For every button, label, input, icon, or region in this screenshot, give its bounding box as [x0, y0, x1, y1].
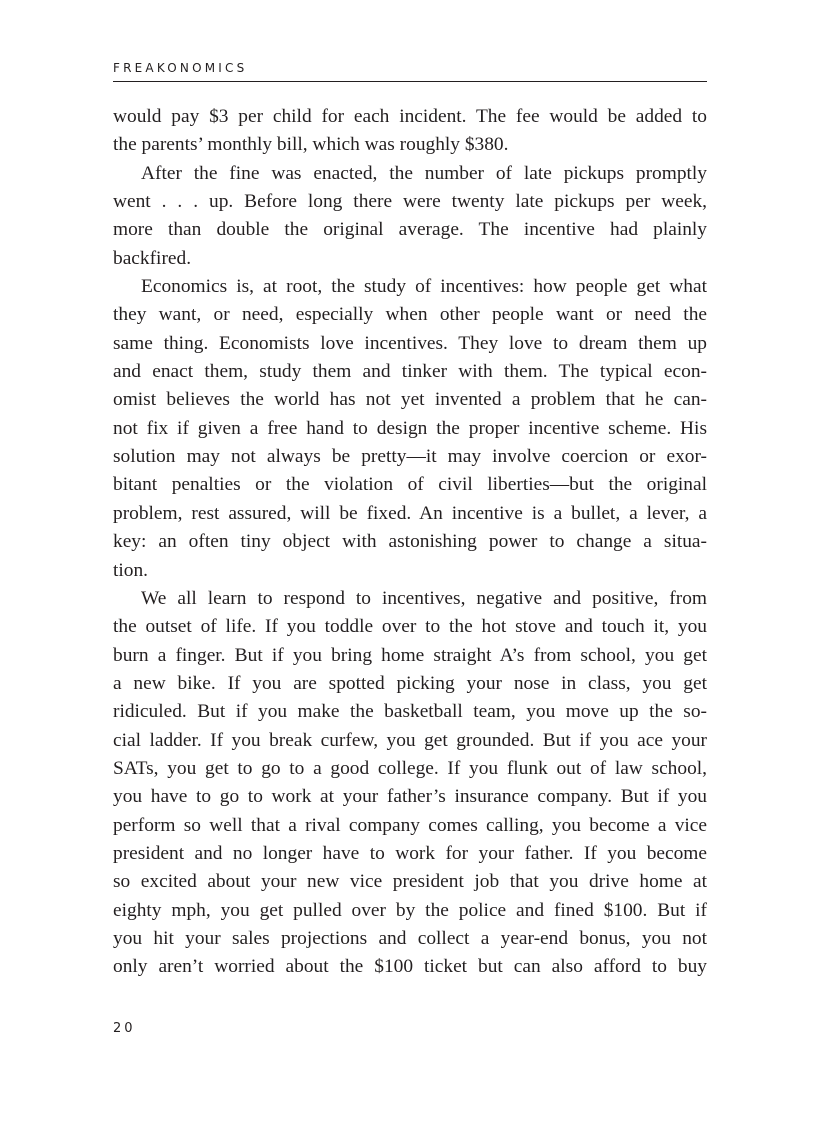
text-line: president and no longer have to work for your father. If you become: [113, 842, 707, 864]
text-line: a new bike. If you are spotted picking your nose in class, you get: [113, 672, 707, 694]
text-line: would pay $3 per child for each incident. The fee would be added to: [113, 106, 707, 127]
text-line: After the fine was enacted, the number of late pickups promptly: [141, 162, 707, 184]
body-text: [113, 103, 707, 982]
text-line: SATs, you get to go to a good college. If you flunk out of law school,: [113, 757, 707, 779]
text-line: problem, rest assured, will be fixed. An incentive is a bullet, a lever, a: [113, 502, 707, 524]
text-line: cial ladder. If you break curfew, you get grounded. But if you ace your: [113, 729, 707, 751]
text-line: perform so well that a rival company comes calling, you become a vice: [113, 814, 707, 836]
text-line: not fix if given a free hand to design the proper incentive scheme. His: [113, 417, 707, 439]
running-head: FREAKONOMICS: [113, 61, 248, 75]
text-line: Economics is, at root, the study of incentives: how people get what: [141, 276, 707, 298]
header-rule: [113, 81, 707, 82]
text-line: same thing. Economists love incentives. They love to dream them up: [113, 332, 707, 354]
text-line: more than double the original average. The incentive had plainly: [113, 219, 707, 241]
text-line: backfired.: [113, 247, 192, 269]
text-line: the parents’ monthly bill, which was roughly $380.: [113, 134, 509, 156]
text-line: omist believes the world has not yet invented a problem that he can-: [113, 389, 707, 411]
text-line: burn a finger. But if you bring home straight A’s from school, you get: [113, 644, 707, 666]
text-line: key: an often tiny object with astonishing power to change a situa-: [113, 531, 707, 553]
text-line: ridiculed. But if you make the basketball team, you move up the so-: [113, 701, 707, 723]
text-line: eighty mph, you get pulled over by the police and fined $100. But if: [113, 899, 707, 921]
text-line: they want, or need, especially when other people want or need the: [113, 304, 707, 326]
text-line: tion.: [113, 559, 149, 581]
text-line: you have to go to work at your father’s insurance company. But if you: [113, 786, 707, 808]
text-line: went . . . up. Before long there were twenty late pickups per week,: [113, 191, 707, 213]
text-line: solution may not always be pretty—it may involve coercion or exor-: [113, 446, 707, 468]
text-line: We all learn to respond to incentives, negative and positive, from: [141, 587, 707, 609]
text-line: so excited about your new vice president job that you drive home at: [113, 871, 707, 893]
text-line: the outset of life. If you toddle over to the hot stove and touch it, you: [113, 616, 707, 638]
text-line: you hit your sales projections and collect a year-end bonus, you not: [113, 927, 707, 949]
text-line: and enact them, study them and tinker with them. The typical econ-: [113, 361, 707, 383]
text-line: bitant penalties or the violation of civil liberties—but the original: [113, 474, 707, 496]
page-number: 20: [113, 1021, 136, 1036]
text-line: only aren’t worried about the $100 ticket but can also afford to buy: [113, 956, 707, 978]
